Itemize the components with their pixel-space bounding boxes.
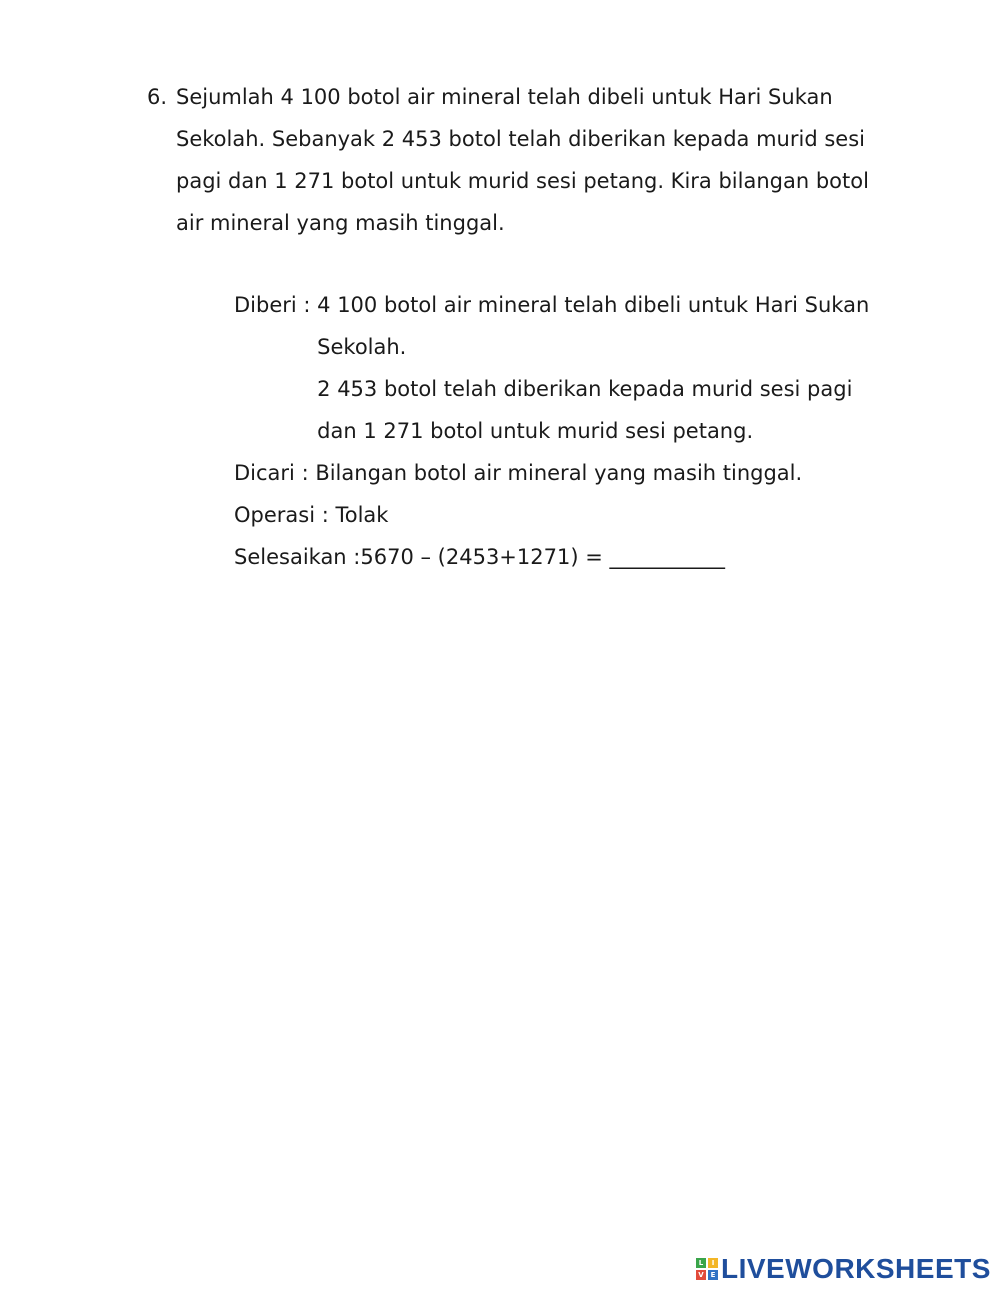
solution-block xyxy=(234,284,894,578)
logo-blocks-icon xyxy=(696,1258,718,1280)
brand-name: LIVEWORKSHEETS xyxy=(721,1253,991,1284)
logo-block-i: I xyxy=(708,1258,718,1268)
question-text: Sejumlah 4 100 botol air mineral telah dibeli untuk Hari Sukan Sekolah. Sebanyak 2 453 botol telah diberikan kepada murid sesi pagi dan 1 271 botol untuk murid sesi petang. Kira bilangan botol air mineral yang masih tinggal. xyxy=(176,85,869,235)
given-line-1: 4 100 botol air mineral telah dibeli untuk Hari Sukan Sekolah. xyxy=(317,293,870,359)
find-line: Dicari : Bilangan botol air mineral yang masih tinggal. xyxy=(234,461,803,485)
answer-blank[interactable]: ___________ xyxy=(609,545,725,569)
logo-block-l: L xyxy=(696,1258,706,1268)
logo-block-e: E xyxy=(708,1270,718,1280)
solve-expression: Selesaikan :5670 – (2453+1271) = xyxy=(234,545,610,569)
logo-block-v: V xyxy=(696,1270,706,1280)
operation-line: Operasi : Tolak xyxy=(234,503,389,527)
solve-line xyxy=(234,536,894,578)
question-number: 6. xyxy=(147,85,168,109)
given-section xyxy=(234,284,894,452)
question-block xyxy=(147,76,887,244)
liveworksheets-logo xyxy=(696,1252,991,1286)
given-line-2: 2 453 botol telah diberikan kepada murid sesi pagi dan 1 271 botol untuk murid sesi petang. xyxy=(317,377,853,443)
given-label: Diberi : xyxy=(234,293,318,317)
given-body xyxy=(317,284,894,452)
